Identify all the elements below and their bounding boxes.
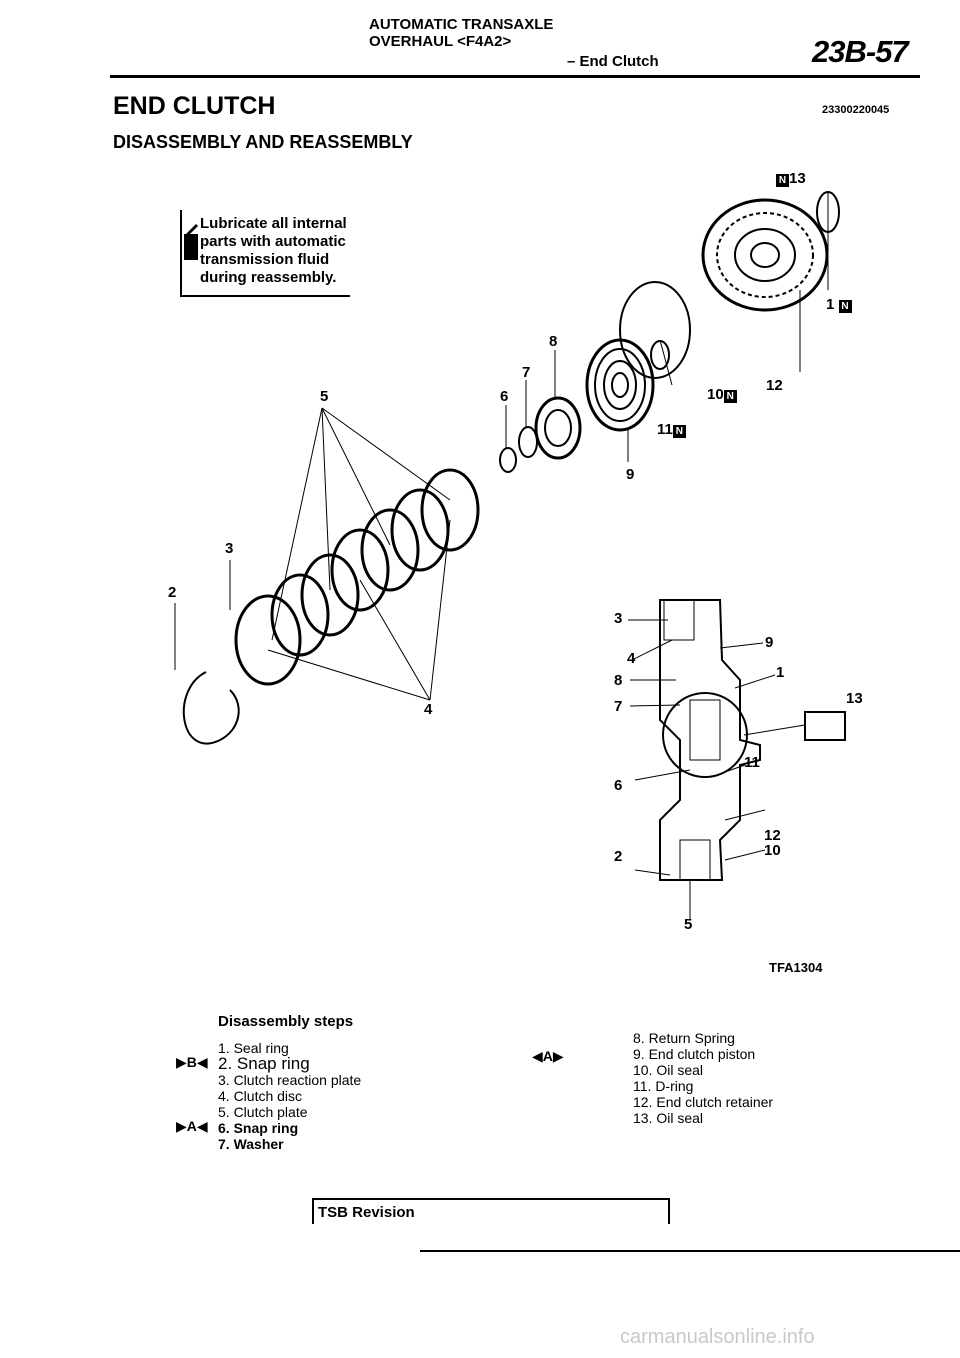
end-clutch-piston-drawing bbox=[587, 340, 653, 430]
callout-13-n bbox=[776, 170, 806, 187]
callout-4: 4 bbox=[424, 701, 433, 718]
step-item: 2. Snap ring bbox=[218, 1054, 310, 1073]
callout-8: 8 bbox=[549, 333, 558, 350]
lube-note-line: during reassembly. bbox=[200, 269, 337, 286]
section-callout-10: 10 bbox=[764, 842, 781, 859]
callout-label: 13 bbox=[789, 170, 806, 187]
step-item: 11. D-ring bbox=[633, 1078, 694, 1094]
page-subtitle: DISASSEMBLY AND REASSEMBLY bbox=[113, 132, 413, 152]
section-callout-9: 9 bbox=[765, 634, 774, 651]
section-callout-13: 13 bbox=[846, 690, 863, 707]
callout-11 bbox=[657, 421, 686, 438]
page-number: 23B-57 bbox=[812, 34, 908, 69]
marker-letter: B bbox=[186, 1054, 197, 1070]
n-mark-icon: N bbox=[839, 300, 852, 313]
n-mark-icon: N bbox=[776, 174, 789, 187]
section-callout-11: 11 bbox=[744, 754, 760, 771]
n-mark-icon: N bbox=[673, 425, 686, 438]
steps-list-left bbox=[218, 1040, 361, 1152]
n-mark-icon: N bbox=[724, 390, 737, 403]
section-callout-12: 12 bbox=[764, 827, 781, 844]
header-overhaul: OVERHAUL <F4A2> bbox=[369, 33, 512, 50]
end-clutch-retainer-drawing bbox=[703, 200, 827, 310]
step-item: 1. Seal ring bbox=[218, 1040, 289, 1056]
figure-id: TFA1304 bbox=[769, 960, 823, 975]
snap-ring-2-drawing bbox=[184, 672, 239, 744]
seal-ring-drawing bbox=[620, 282, 690, 378]
header-section: AUTOMATIC TRANSAXLE bbox=[369, 16, 554, 33]
step-marker-a-mid: ◀A▶ bbox=[532, 1048, 564, 1064]
callout-7: 7 bbox=[522, 364, 531, 381]
step-item: 9. End clutch piston bbox=[633, 1046, 756, 1062]
callout-label: 11 bbox=[657, 421, 673, 438]
footer-rule bbox=[420, 1250, 960, 1252]
watermark: carmanualsonline.info bbox=[620, 1326, 815, 1348]
callout-9: 9 bbox=[626, 466, 635, 483]
step-item: 10. Oil seal bbox=[633, 1062, 704, 1078]
section-callout-3: 3 bbox=[614, 610, 623, 627]
page-title: END CLUTCH bbox=[113, 92, 276, 120]
callout-12: 12 bbox=[766, 377, 783, 394]
callout-5: 5 bbox=[320, 388, 329, 405]
callout-6: 6 bbox=[500, 388, 509, 405]
snap-ring-6-drawing bbox=[500, 448, 516, 472]
lube-note-line: Lubricate all internal bbox=[200, 215, 347, 232]
step-item: 5. Clutch plate bbox=[218, 1104, 308, 1120]
header-subsection: – End Clutch bbox=[567, 53, 659, 70]
cross-section-drawing bbox=[660, 600, 845, 880]
step-item: 12. End clutch retainer bbox=[633, 1094, 774, 1110]
step-marker-a: ▶A◀ bbox=[176, 1118, 208, 1134]
callout-10 bbox=[707, 386, 737, 403]
marker-letter: A bbox=[542, 1048, 553, 1064]
section-callout-5: 5 bbox=[684, 916, 693, 933]
tsb-revision-label: TSB Revision bbox=[318, 1204, 415, 1221]
step-item: 7. Washer bbox=[218, 1136, 284, 1152]
section-callout-2: 2 bbox=[614, 848, 623, 865]
step-item: 13. Oil seal bbox=[633, 1110, 704, 1126]
return-spring-drawing bbox=[536, 398, 580, 458]
step-item: 8. Return Spring bbox=[633, 1030, 735, 1046]
callout-2: 2 bbox=[168, 584, 177, 601]
washer-drawing bbox=[519, 427, 537, 457]
lube-note-line: parts with automatic bbox=[200, 233, 346, 250]
step-marker-b: ▶B◀ bbox=[176, 1054, 208, 1070]
callout-label: 10 bbox=[707, 386, 724, 403]
clutch-pack-drawing bbox=[236, 470, 478, 684]
callout-label: 1 bbox=[826, 296, 835, 313]
section-callout-4: 4 bbox=[627, 650, 636, 667]
section-callout-7: 7 bbox=[614, 698, 623, 715]
section-callout-8: 8 bbox=[614, 672, 623, 689]
step-item: 3. Clutch reaction plate bbox=[218, 1072, 362, 1088]
callout-3: 3 bbox=[225, 540, 234, 557]
step-item: 6. Snap ring bbox=[218, 1120, 299, 1136]
lube-note-line: transmission fluid bbox=[200, 251, 330, 268]
section-callout-6: 6 bbox=[614, 777, 623, 794]
callout-1 bbox=[826, 296, 852, 313]
steps-list-right bbox=[633, 1030, 773, 1126]
step-item: 4. Clutch disc bbox=[218, 1088, 303, 1104]
doc-code: 23300220045 bbox=[822, 104, 890, 116]
section-callout-1: 1 bbox=[776, 664, 785, 681]
steps-heading: Disassembly steps bbox=[218, 1013, 354, 1030]
marker-letter: A bbox=[186, 1118, 197, 1134]
